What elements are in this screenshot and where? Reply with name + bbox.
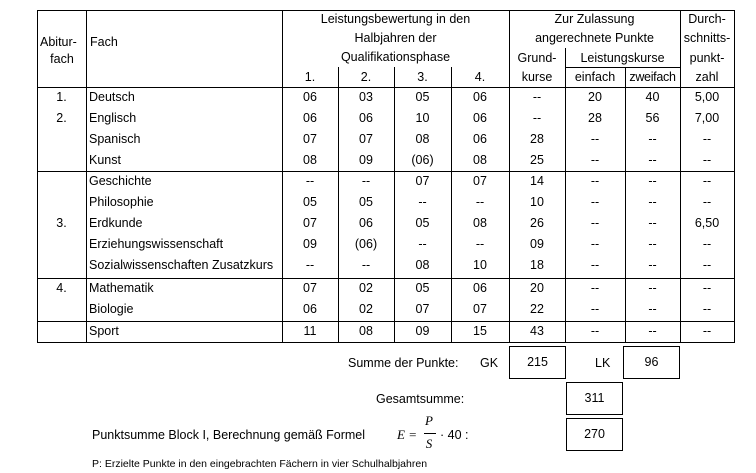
grundkurs-cell: 14 <box>530 174 544 188</box>
fach-cell: Englisch <box>89 111 137 125</box>
halbjahr-2-cell: -- <box>361 174 371 188</box>
fach-cell: Erdkunde <box>89 216 143 230</box>
abiturfach-cell: 2. <box>56 111 67 125</box>
fach-cell: Philosophie <box>89 195 154 209</box>
header-durchschnitt: schnitts- <box>683 31 731 45</box>
lk-zweifach-cell: 40 <box>645 90 660 104</box>
abiturfach-cell: 3. <box>56 216 67 230</box>
grundkurs-cell: 43 <box>530 324 544 338</box>
lk-zweifach-cell: -- <box>648 237 657 251</box>
lk-einfach-cell: -- <box>590 281 600 295</box>
header-durchschnitt: Durch- <box>688 12 726 26</box>
fach-cell: Spanisch <box>89 132 141 146</box>
lk-zweifach-cell: -- <box>648 195 657 209</box>
durchschnitt-cell: 6,50 <box>694 216 720 230</box>
halbjahr-4-cell: 06 <box>473 111 487 125</box>
header-halbjahr-3: 3. <box>417 70 428 84</box>
halbjahr-4-cell: 06 <box>473 281 487 295</box>
header-halbjahr-1: 1. <box>304 70 316 84</box>
halbjahr-4-cell: 10 <box>473 258 487 272</box>
lk-einfach-cell: -- <box>590 195 600 209</box>
summe-lk-label: LK <box>595 356 611 370</box>
halbjahr-4-cell: 06 <box>473 132 487 146</box>
halbjahr-2-cell: 09 <box>359 153 373 167</box>
halbjahr-1-cell: 08 <box>303 153 317 167</box>
halbjahr-2-cell: 02 <box>359 281 373 295</box>
halbjahr-1-cell: -- <box>305 174 315 188</box>
summe-gk-label: GK <box>480 356 499 370</box>
halbjahr-2-cell: 06 <box>359 111 373 125</box>
halbjahr-3-cell: -- <box>418 237 427 251</box>
fach-cell: Biologie <box>89 302 134 316</box>
summe-gk-value: 215 <box>509 346 566 379</box>
halbjahr-4-cell: -- <box>475 237 485 251</box>
halbjahr-1-cell: 09 <box>303 237 317 251</box>
lk-einfach-cell: -- <box>590 174 600 188</box>
lk-einfach-cell: -- <box>590 216 600 230</box>
header-durchschnitt: punkt- <box>689 51 725 65</box>
halbjahr-3-cell: 05 <box>415 90 430 104</box>
header-halbjahr-4: 4. <box>474 70 486 84</box>
formula-fraction-bar <box>424 433 436 434</box>
block-label: Punktsumme Block I, Berechnung gemäß Formel <box>92 428 366 442</box>
durchschnitt-cell: -- <box>702 195 712 209</box>
halbjahr-1-cell: 07 <box>303 281 317 295</box>
lk-einfach-cell: -- <box>590 324 600 338</box>
durchschnitt-cell: -- <box>702 324 712 338</box>
lk-zweifach-cell: -- <box>648 132 657 146</box>
halbjahr-4-cell: -- <box>475 195 485 209</box>
halbjahr-3-cell: 07 <box>415 174 430 188</box>
lk-zweifach-cell: -- <box>648 174 657 188</box>
halbjahr-4-cell: 08 <box>473 216 487 230</box>
lk-zweifach-cell: -- <box>648 216 657 230</box>
halbjahr-4-cell: 07 <box>473 174 487 188</box>
lk-einfach-cell: -- <box>590 302 600 316</box>
halbjahr-2-cell: 07 <box>359 132 373 146</box>
durchschnitt-cell: 5,00 <box>694 90 720 104</box>
halbjahr-3-cell: 09 <box>415 324 430 338</box>
halbjahr-1-cell: 05 <box>303 195 317 209</box>
header-durchschnitt: zahl <box>695 70 719 84</box>
durchschnitt-cell: -- <box>702 174 712 188</box>
halbjahr-3-cell: 05 <box>415 216 430 230</box>
durchschnitt-cell: -- <box>702 153 712 167</box>
durchschnitt-cell: -- <box>702 237 712 251</box>
fach-cell: Erziehungswissenschaft <box>89 237 224 251</box>
header-zulassung: angerechnete Punkte <box>535 31 654 45</box>
summe-lk-value: 96 <box>623 346 680 379</box>
fach-cell: Deutsch <box>89 90 135 104</box>
fach-cell: Sozialwissenschaften Zusatzkurs <box>89 258 274 272</box>
header-grundkurse: Grund- <box>517 51 557 65</box>
halbjahr-2-cell: 06 <box>359 216 373 230</box>
table-bottom-border <box>37 342 734 343</box>
grundkurs-cell: 20 <box>530 281 544 295</box>
halbjahr-1-cell: -- <box>305 258 315 272</box>
halbjahr-1-cell: 07 <box>303 216 317 230</box>
grundkurs-cell: 09 <box>530 237 544 251</box>
lk-zweifach-cell: -- <box>648 281 657 295</box>
grundkurs-cell: -- <box>532 111 542 125</box>
footnote: P: Erzielte Punkte in den eingebrachten Fächern in vier Schulhalbjahren <box>92 458 428 470</box>
durchschnitt-cell: -- <box>702 281 712 295</box>
halbjahr-2-cell: (06) <box>354 237 378 251</box>
fach-cell: Kunst <box>89 153 121 167</box>
header-abiturfach: fach <box>50 52 74 66</box>
formula-denominator: S <box>425 436 433 451</box>
header-halbjahr-2: 2. <box>360 70 372 84</box>
halbjahr-3-cell: 08 <box>415 258 430 272</box>
grundkurs-cell: 10 <box>530 195 544 209</box>
gesamt-value: 311 <box>566 382 623 415</box>
halbjahr-4-cell: 15 <box>473 324 487 338</box>
lk-einfach-cell: -- <box>590 153 600 167</box>
halbjahr-1-cell: 06 <box>303 111 317 125</box>
header-leistungskurse: Leistungskurse <box>580 51 665 65</box>
lk-zweifach-cell: -- <box>648 258 657 272</box>
fach-cell: Sport <box>89 324 119 338</box>
halbjahr-1-cell: 07 <box>303 132 317 146</box>
lk-einfach-cell: 20 <box>588 90 602 104</box>
durchschnitt-cell: -- <box>702 302 712 316</box>
halbjahr-2-cell: 03 <box>359 90 373 104</box>
formula-lhs: E = <box>397 427 417 442</box>
halbjahr-4-cell: 08 <box>473 153 487 167</box>
grundkurs-cell: 18 <box>530 258 544 272</box>
halbjahr-3-cell: -- <box>418 195 427 209</box>
lk-einfach-cell: 28 <box>588 111 602 125</box>
halbjahr-3-cell: 08 <box>415 132 430 146</box>
grundkurs-cell: 25 <box>530 153 544 167</box>
gesamt-label: Gesamtsumme: <box>376 392 465 406</box>
formula-numerator: P <box>425 413 433 428</box>
lk-einfach-cell: -- <box>590 237 600 251</box>
halbjahr-2-cell: 02 <box>359 302 373 316</box>
header-zulassung: Zur Zulassung <box>554 12 635 26</box>
header-abiturfach: Abitur- <box>40 35 77 49</box>
grundkurs-cell: -- <box>532 90 542 104</box>
fach-cell: Geschichte <box>89 174 152 188</box>
abiturfach-cell: 1. <box>56 90 67 104</box>
header-lk-einfach: einfach <box>574 70 616 84</box>
halbjahr-1-cell: 06 <box>303 90 317 104</box>
header-grundkurse: kurse <box>521 70 553 84</box>
formula-rhs: · 40 : <box>440 428 469 442</box>
lk-einfach-cell: -- <box>590 258 600 272</box>
header-leistung: Halbjahren der <box>354 31 437 45</box>
halbjahr-3-cell: (06) <box>411 153 434 167</box>
halbjahr-3-cell: 05 <box>415 281 430 295</box>
table-right-border <box>734 10 735 343</box>
halbjahr-2-cell: 05 <box>359 195 373 209</box>
durchschnitt-cell: -- <box>702 132 712 146</box>
halbjahr-2-cell: -- <box>361 258 371 272</box>
halbjahr-4-cell: 06 <box>473 90 487 104</box>
durchschnitt-cell: -- <box>702 258 712 272</box>
abiturfach-cell: 4. <box>56 281 67 295</box>
header-lk-zweifach: zweifach <box>629 70 676 84</box>
lk-zweifach-cell: -- <box>648 302 657 316</box>
halbjahr-3-cell: 07 <box>415 302 430 316</box>
lk-zweifach-cell: 56 <box>645 111 660 125</box>
grundkurs-cell: 26 <box>530 216 544 230</box>
lk-zweifach-cell: -- <box>648 324 657 338</box>
durchschnitt-cell: 7,00 <box>694 111 720 125</box>
lk-zweifach-cell: -- <box>648 153 657 167</box>
block-value: 270 <box>566 418 623 451</box>
halbjahr-4-cell: 07 <box>473 302 487 316</box>
halbjahr-1-cell: 06 <box>303 302 317 316</box>
header-fach: Fach <box>90 35 118 49</box>
summe-label: Summe der Punkte: <box>348 356 459 370</box>
halbjahr-3-cell: 10 <box>415 111 430 125</box>
grundkurs-cell: 22 <box>530 302 544 316</box>
halbjahr-2-cell: 08 <box>359 324 373 338</box>
lk-einfach-cell: -- <box>590 132 600 146</box>
header-leistung: Qualifikationsphase <box>340 50 451 64</box>
header-leistung: Leistungsbewertung in den <box>320 12 471 26</box>
fach-cell: Mathematik <box>89 281 154 295</box>
halbjahr-1-cell: 11 <box>303 324 317 338</box>
grundkurs-cell: 28 <box>530 132 544 146</box>
